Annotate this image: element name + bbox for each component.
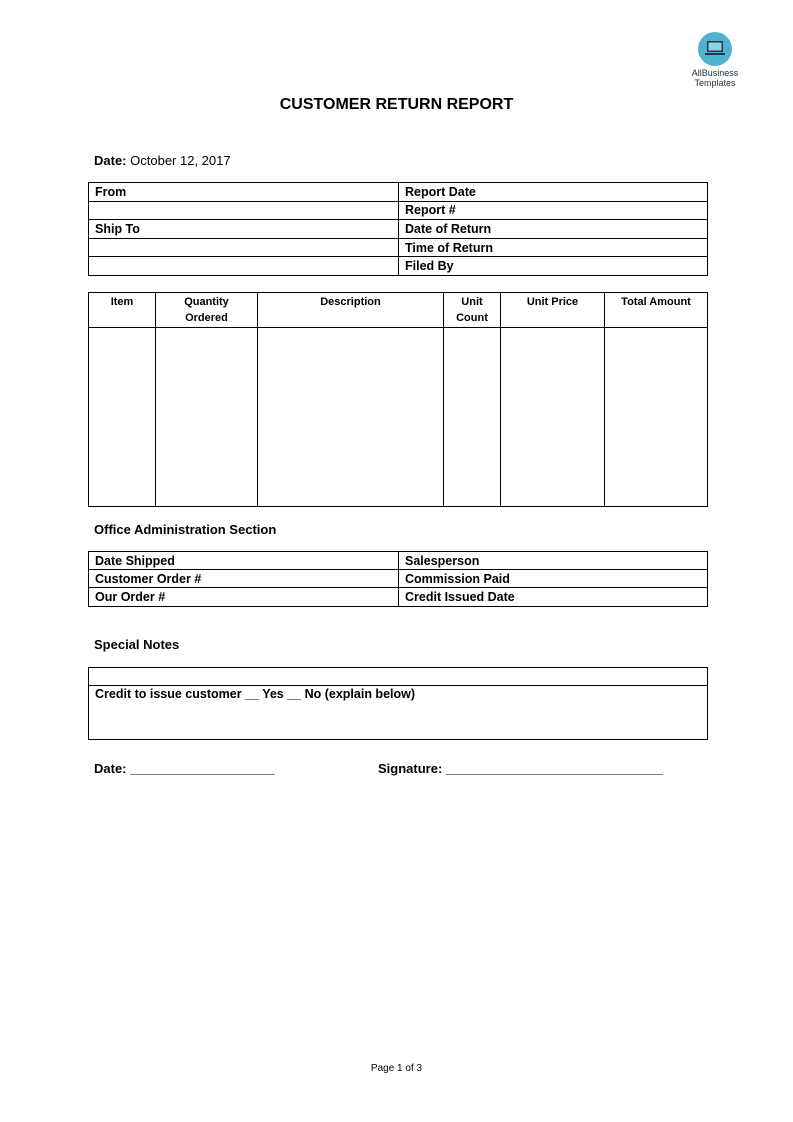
date-label: Date:	[94, 153, 127, 168]
info-cell-time-of-return[interactable]: Time of Return	[399, 238, 708, 257]
notes-row	[89, 668, 708, 686]
signature-line[interactable]: Signature: ______________________________	[378, 761, 663, 776]
total-amount-cell[interactable]	[605, 328, 708, 507]
info-row	[89, 238, 708, 257]
header-unit-price	[501, 293, 605, 328]
logo-text	[684, 68, 746, 88]
info-cell-date-of-return[interactable]: Date of Return	[399, 220, 708, 239]
header-item-line1: Item	[110, 296, 134, 308]
header-total-amount-line1: Total Amount	[621, 296, 691, 308]
header-quantity-ordered	[156, 293, 258, 328]
document-date	[94, 153, 231, 168]
header-quantity-line1: Quantity	[184, 296, 229, 308]
admin-row	[89, 570, 708, 588]
info-cell-empty[interactable]	[89, 201, 399, 220]
notes-row	[89, 686, 708, 740]
admin-cell-commission-paid[interactable]: Commission Paid	[399, 570, 708, 588]
info-cell-report-date[interactable]: Report Date	[399, 183, 708, 202]
info-row	[89, 220, 708, 239]
admin-cell-date-shipped[interactable]: Date Shipped	[89, 552, 399, 570]
admin-cell-salesperson[interactable]: Salesperson	[399, 552, 708, 570]
description-cell[interactable]	[258, 328, 444, 507]
items-header-row	[89, 293, 708, 328]
admin-row	[89, 588, 708, 606]
page-title: CUSTOMER RETURN REPORT	[279, 96, 514, 113]
info-cell-filed-by[interactable]: Filed By	[399, 257, 708, 276]
admin-cell-our-order[interactable]: Our Order #	[89, 588, 399, 606]
page-number: Page 1 of 3	[370, 1063, 423, 1074]
header-quantity-line2: Ordered	[185, 312, 228, 324]
unit-price-cell[interactable]	[501, 328, 605, 507]
item-cell[interactable]	[89, 328, 156, 507]
notes-top-cell[interactable]	[89, 668, 708, 686]
logo-line-2: Templates	[694, 78, 736, 88]
office-admin-table	[88, 551, 708, 607]
items-body-row	[89, 328, 708, 507]
admin-row	[89, 552, 708, 570]
header-total-amount	[605, 293, 708, 328]
info-cell-empty[interactable]	[89, 238, 399, 257]
header-description-line1: Description	[320, 296, 381, 308]
info-cell-report-number[interactable]: Report #	[399, 201, 708, 220]
header-unit-price-line1: Unit Price	[526, 296, 579, 308]
date-value: October 12, 2017	[130, 153, 231, 168]
info-row	[89, 201, 708, 220]
logo-line-1: AllBusiness	[691, 68, 739, 78]
header-unit-count-line2: Count	[456, 312, 488, 324]
items-table	[88, 292, 708, 507]
quantity-cell[interactable]	[156, 328, 258, 507]
office-section-label: Office Administration Section	[94, 522, 277, 537]
info-cell-from[interactable]: From	[89, 183, 399, 202]
admin-cell-customer-order[interactable]: Customer Order #	[89, 570, 399, 588]
unit-count-cell[interactable]	[444, 328, 501, 507]
date-signature-line[interactable]: Date: ____________________	[94, 761, 275, 776]
laptop-icon	[698, 32, 732, 66]
info-row	[89, 183, 708, 202]
admin-cell-credit-issued-date[interactable]: Credit Issued Date	[399, 588, 708, 606]
header-unit-count	[444, 293, 501, 328]
header-item	[89, 293, 156, 328]
info-cell-ship-to[interactable]: Ship To	[89, 220, 399, 239]
info-row	[89, 257, 708, 276]
company-logo	[684, 32, 746, 88]
special-notes-label: Special Notes	[94, 637, 180, 652]
info-table	[88, 182, 708, 276]
credit-notes-cell[interactable]: Credit to issue customer __ Yes __ No (explain below)	[89, 686, 708, 740]
special-notes-table	[88, 667, 708, 740]
header-unit-count-line1: Unit	[461, 296, 483, 308]
info-cell-empty[interactable]	[89, 257, 399, 276]
header-description	[258, 293, 444, 328]
